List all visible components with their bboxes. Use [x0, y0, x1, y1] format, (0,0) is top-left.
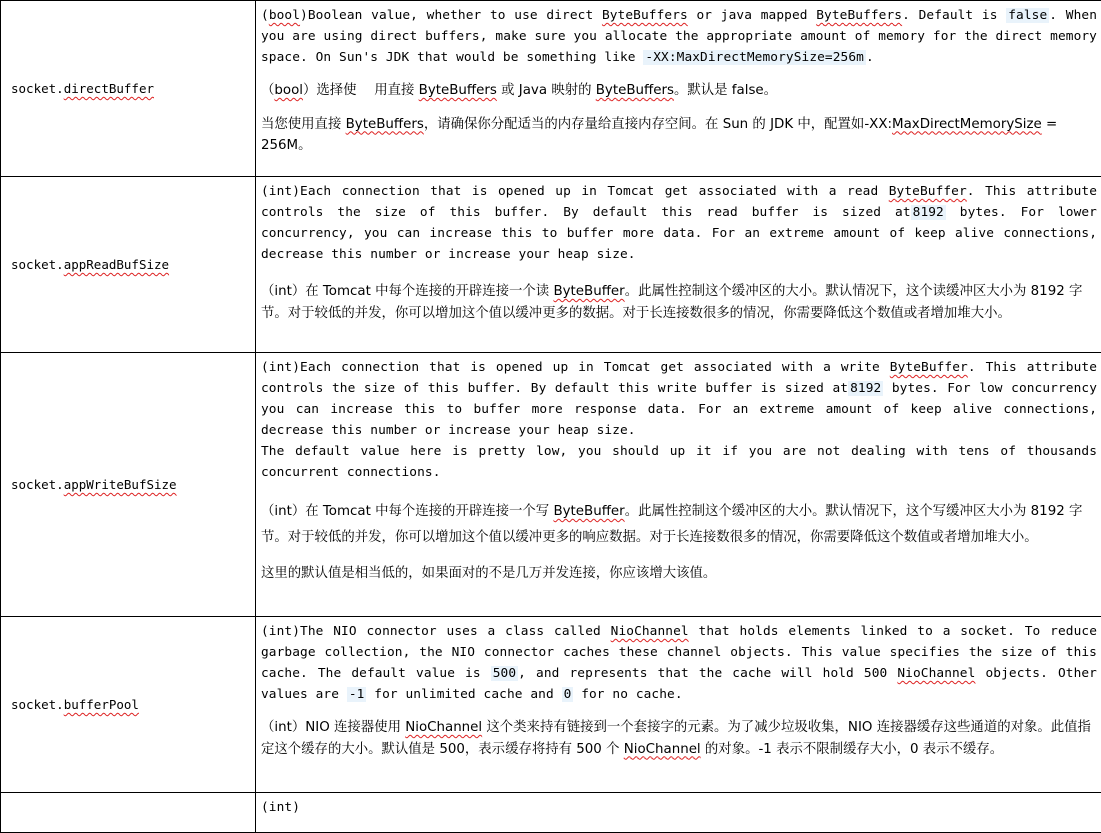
english-description: (bool)Boolean value, whether to use direct ByteBuffers or java mapped ByteBuffers. Default is false . When you are using direct buffers, make sure you allocate the appropriate amount of memory for the direct memory space. On Sun's JDK that would be something like -XX:MaxDirectMemorySize=256m . [261, 5, 1097, 68]
attribute-description [256, 617, 1101, 793]
spellcheck-term: ByteBuffer [889, 184, 967, 199]
spellcheck-term: ByteBuffers [816, 8, 902, 23]
chinese-description: 当您使用直接 ByteBuffers，请确保你分配适当的内存量给直接内存空间。在 Sun 的 JDK 中，配置如-XX:MaxDirectMemorySize = 256M。 [261, 114, 1097, 157]
spellcheck-term: NioChannel [624, 742, 701, 757]
english-description: (int)Each connection that is opened up in Tomcat get associated with a write ByteBuffer. This attribute controls the size of this buffer. By default this write buffer is sized at 8192 bytes. For low concurrency you can increase this to buffer more response data. For an extreme amount of keep alive connections, decrease this number or increase your heap size. [261, 357, 1097, 441]
spellcheck-term: MaxDirectMemorySize [892, 117, 1042, 132]
spellcheck-term: appReadBufSize [64, 257, 169, 272]
spellcheck-term: appWriteBufSize [64, 477, 177, 492]
attribute-name: socket.appReadBufSize [1, 177, 256, 353]
chinese-description: （bool）选择使 用直接 ByteBuffers 或 Java 映射的 ByteBuffers。默认是 false。 [261, 80, 1097, 102]
attribute-description [256, 177, 1101, 353]
table-row [1, 617, 1101, 793]
english-description: (int) [261, 797, 1097, 818]
english-description: (int)The NIO connector uses a class called NioChannel that holds elements linked to a socket. To reduce garbage collection, the NIO connector caches these channel objects. This value specifies the size of this cache. The default value is 500 , and represents that the cache will hold 500 NioChannel objects. Other values are -1 for unlimited cache and 0 for no cache. [261, 621, 1097, 705]
english-note: The default value here is pretty low, you should up it if you are not dealing with tens of thousands concurrent connections. [261, 441, 1097, 483]
spellcheck-term: ByteBuffers [602, 8, 688, 23]
spellcheck-term: ByteBuffers [419, 83, 497, 98]
default-value: 8192 [848, 381, 883, 396]
attribute-description [256, 1, 1101, 177]
spellcheck-term: NioChannel [897, 666, 975, 681]
attribute-description [256, 793, 1101, 833]
table-row [1, 353, 1101, 617]
default-value: 8192 [911, 205, 946, 220]
spellcheck-term: bool [269, 8, 300, 23]
unlimited-value: -1 [347, 687, 367, 702]
chinese-note: 这里的默认值是相当低的，如果面对的不是几万并发连接，你应该增大该值。 [261, 563, 1097, 585]
chinese-description: （int）在 Tomcat 中每个连接的开辟连接一个读 ByteBuffer。此属性控制这个缓冲区的大小。默认情况下，这个读缓冲区大小为 8192 字节。对于较低的并发，你可以增加这个值以缓冲更多的数据。对于长连接数很多的情况，你需要降低这个数值或者增加堆大小。 [261, 281, 1097, 324]
jvm-flag: -XX:MaxDirectMemorySize=256m [643, 50, 866, 65]
spellcheck-term: directBuffer [64, 81, 154, 96]
table-row [1, 1, 1101, 177]
attribute-name: socket.directBuffer [1, 1, 256, 177]
spellcheck-term: NioChannel [611, 624, 689, 639]
spellcheck-term: ByteBuffer [890, 360, 968, 375]
table-row [1, 177, 1101, 353]
chinese-description: （int）在 Tomcat 中每个连接的开辟连接一个写 ByteBuffer。此属性控制这个缓冲区的大小。默认情况下，这个写缓冲区大小为 8192 字节。对于较低的并发，你可以增加这个值以缓冲更多的响应数据。对于长连接数很多的情况，你需要降低这个数值或者增加堆大小。 [261, 499, 1097, 551]
spellcheck-term: ByteBuffers [596, 83, 674, 98]
spellcheck-term: bool [274, 83, 303, 98]
attribute-description [256, 353, 1101, 617]
spellcheck-term: NioChannel [405, 720, 482, 735]
attribute-name [1, 793, 256, 833]
table-row [1, 793, 1101, 833]
no-cache-value: 0 [562, 687, 574, 702]
attribute-name: socket.appWriteBufSize [1, 353, 256, 617]
spellcheck-term: ByteBuffers [346, 117, 424, 132]
default-value: 500 [491, 666, 518, 681]
english-description: (int)Each connection that is opened up in Tomcat get associated with a read ByteBuffer. This attribute controls the size of this buffer. By default this read buffer is sized at 8192 bytes. For lower concurrency, you can increase this to buffer more data. For an extreme amount of keep alive connections, decrease this number or increase your heap size. [261, 181, 1097, 265]
spellcheck-term: ByteBuffer [553, 284, 624, 299]
default-value: false [1006, 8, 1049, 23]
spellcheck-term: ByteBuffer [553, 504, 624, 519]
spellcheck-term: bufferPool [64, 697, 139, 712]
chinese-description: （int）NIO 连接器使用 NioChannel 这个类来持有链接到一个套接字的元素。为了减少垃圾收集，NIO 连接器缓存这些通道的对象。此值指定这个缓存的大小。默认值是 500，表示缓存将持有 500 个 NioChannel 的对象。-1 表示不限制缓存大小，0 表示不缓存。 [261, 717, 1097, 760]
attribute-name: socket.bufferPool [1, 617, 256, 793]
